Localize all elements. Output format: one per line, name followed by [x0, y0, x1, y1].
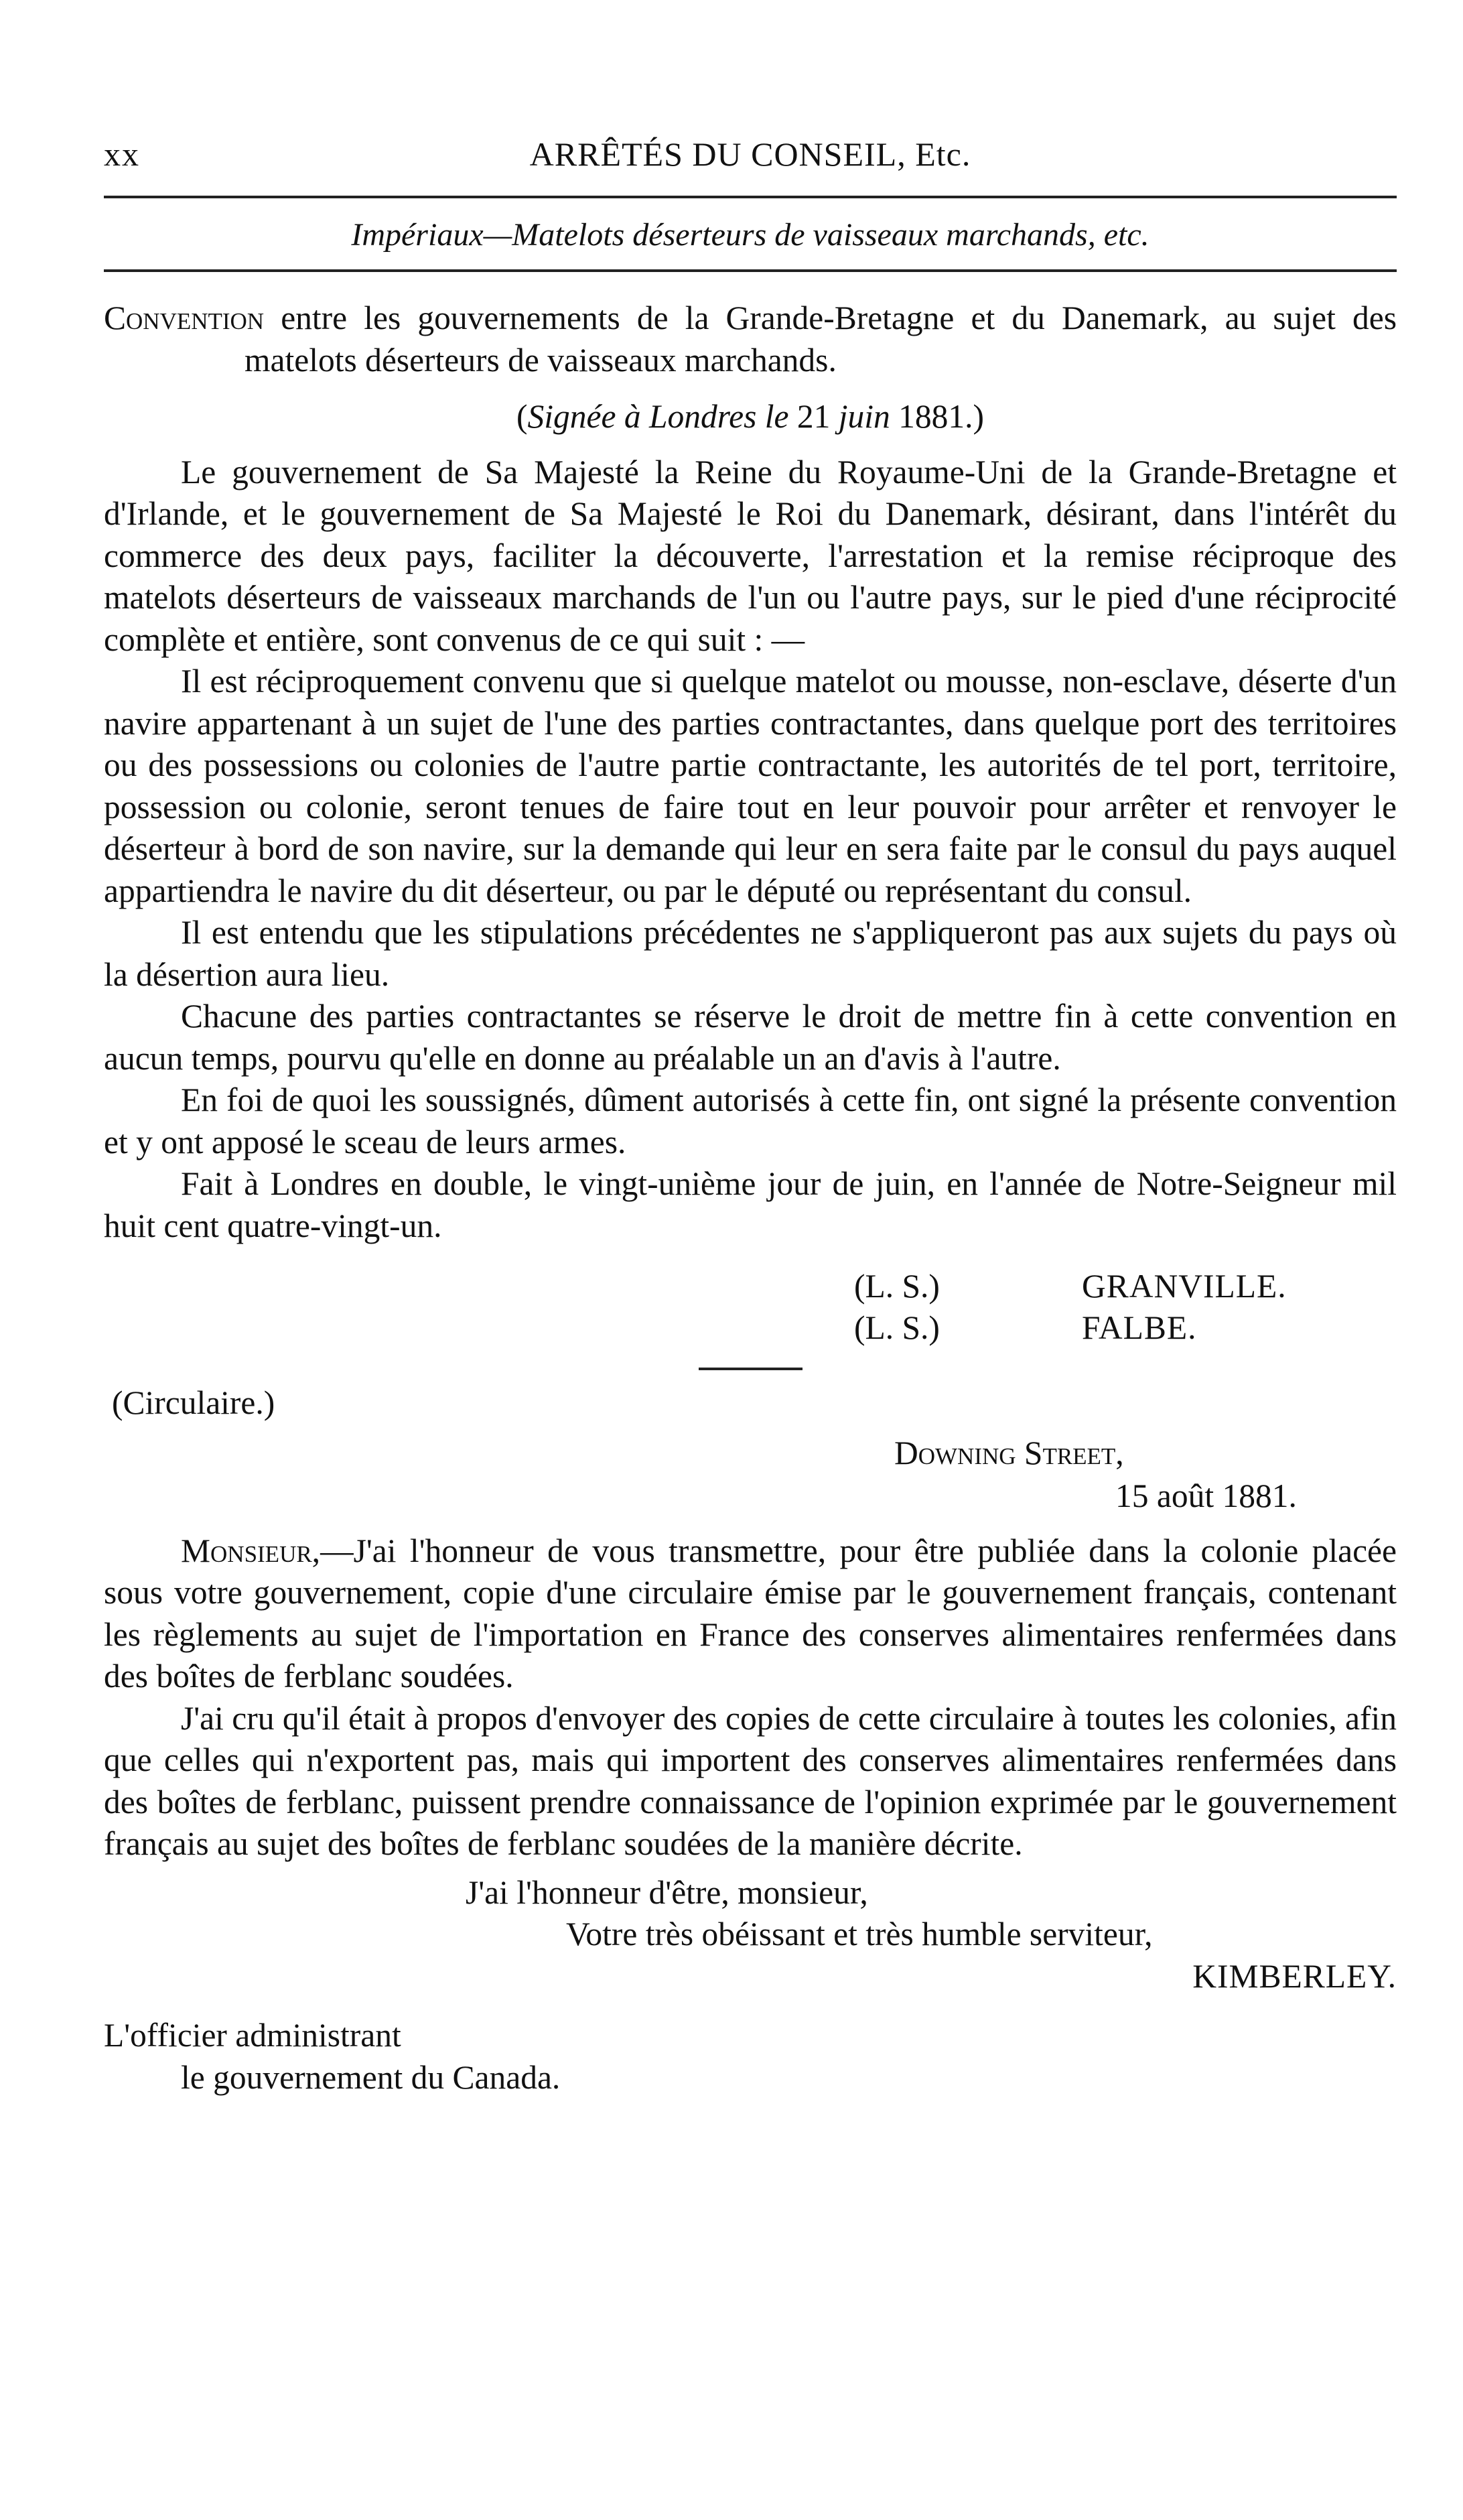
dated-month: juin: [838, 398, 890, 435]
dated-day: 21: [788, 398, 839, 435]
circular-paragraph: J'ai cru qu'il était à propos d'envoyer des copies de cette circulaire à toutes les colonies, afin que celles qui n'exportent pas, mais qui importent des conserves alimentaires renfermées dans des boîtes de ferblanc, puissent prendre connaissance de l'opinion exprimée par le gouvernement français au sujet des boîtes de ferblanc soudées de la manière décrite.: [104, 1699, 1397, 1862]
closing-line: J'ai l'honneur d'être, monsieur,: [466, 1873, 868, 1911]
convention-paragraph: En foi de quoi les soussignés, dûment autorisés à cette fin, ont signé la présente convention et y ont apposé le sceau de leurs armes.: [104, 1081, 1397, 1160]
header-rule-bottom: [104, 269, 1397, 272]
dated-place: Signée à Londres le: [527, 398, 789, 435]
header-rule-top: [104, 196, 1397, 198]
addressee-block: [104, 2015, 1397, 2099]
circular-street: Downing Street,: [894, 1434, 1124, 1471]
dated-open: (: [516, 398, 528, 435]
convention-paragraph: Il est réciproquement convenu que si quelque matelot ou mousse, non-esclave, déserte d'un navire appartenant à un sujet de l'une des parties contractantes, dans quelque port des territoires ou des possessions ou colonies de l'autre partie contractante, les autorités de tel port, territoire, possession ou colonie, seront tenues de faire tout en leur pouvoir pour arrêter et renvoyer le déserteur à bord de son navire, sur la demande qui leur en sera faite par le consul du pays auquel appartiendra le navire du dit déserteur, ou par le député ou représentant du consul.: [104, 663, 1397, 909]
page-number: xx: [104, 135, 140, 173]
convention-heading-rest: entre les gouvernements de la Grande-Bretagne et du Danemark, au sujet des matelots déserteurs de vaisseaux marchands.: [245, 300, 1397, 379]
signatory-name: KIMBERLEY.: [1192, 1957, 1397, 1995]
convention-signatures: [104, 1266, 1397, 1349]
signatory-name: FALBE.: [1082, 1309, 1197, 1346]
running-head: [104, 127, 1397, 181]
addressee-line: L'officier administrant: [104, 2017, 401, 2054]
convention-paragraph: Fait à Londres en double, le vingt-unième jour de juin, en l'année de Notre-Seigneur mil huit cent quatre-vingt-un.: [104, 1165, 1397, 1244]
dated-year: 1881.): [890, 398, 984, 435]
document-page: [104, 127, 1397, 2099]
convention-paragraph: Il est entendu que les stipulations précédentes ne s'appliqueront pas aux sujets du pays où la désertion aura lieu.: [104, 914, 1397, 993]
signatory-name: GRANVILLE.: [1082, 1268, 1287, 1305]
seal-mark: (L. S.): [854, 1268, 940, 1305]
convention-paragraph: Le gouvernement de Sa Majesté la Reine du Royaume-Uni de la Grande-Bretagne et d'Irlande, et le gouvernement de Sa Majesté le Roi du Danemark, désirant, dans l'intérêt du commerce des deux pays, faciliter la découverte, l'arrestation et la remise réciproque des matelots déserteurs de vaisseaux marchands de l'un ou l'autre pays, sur le pied d'une réciprocité complète et entière, sont convenus de ce qui suit : —: [104, 453, 1397, 658]
circular-date: 15 août 1881.: [1115, 1477, 1297, 1514]
convention-section: [104, 297, 1397, 1349]
convention-heading-lead: Convention: [104, 300, 265, 336]
convention-dated: [104, 396, 1397, 438]
closing-line: Votre très obéissant et très humble serviteur,: [566, 1916, 1153, 1952]
convention-paragraph: Chacune des parties contractantes se réserve le droit de mettre fin à cette convention en aucun temps, pourvu qu'elle en donne au préalable un an d'avis à l'autre.: [104, 998, 1397, 1077]
circular-section: [104, 1382, 1397, 2099]
salutation: Monsieur,: [181, 1532, 321, 1569]
signature-line: [104, 1307, 1397, 1349]
convention-heading: [104, 297, 1397, 381]
running-title: ARRÊTÉS DU CONSEIL, Etc.: [529, 135, 971, 173]
section-divider: [699, 1368, 803, 1370]
signature-line: [104, 1266, 1397, 1307]
circular-paragraph-text: —J'ai l'honneur de vous transmettre, pour être publiée dans la colonie placée sous votre gouvernement, copie d'une circulaire émise par le gouvernement français, contenant les règlements au sujet de l'importation en France des conserves alimentaires renfermées dans des boîtes de ferblanc soudées.: [104, 1532, 1397, 1695]
circular-dateline: [104, 1433, 1397, 1518]
addressee-line: le gouvernement du Canada.: [181, 2058, 561, 2096]
circular-paragraph: [104, 1530, 1397, 1698]
closing-block: [104, 1872, 1397, 1998]
circular-label: (Circulaire.): [112, 1384, 275, 1421]
section-subhead: Impériaux—Matelots déserteurs de vaisseaux marchands, etc.: [351, 217, 1150, 253]
seal-mark: (L. S.): [854, 1309, 940, 1346]
